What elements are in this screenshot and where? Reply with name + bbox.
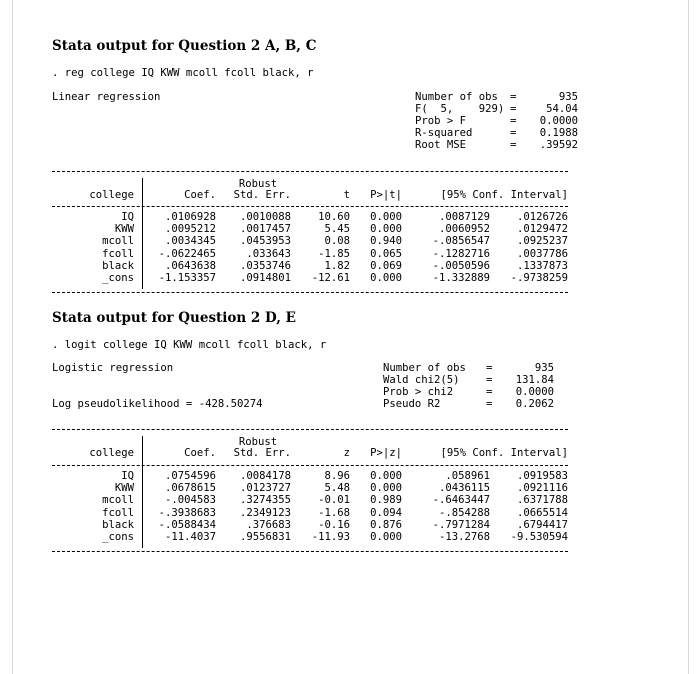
cell-hi: .0925237 (516, 235, 568, 248)
stat-value: 54.04 (546, 103, 578, 115)
ci-header: [95% Conf. Interval] (440, 189, 568, 201)
cell-lo: -1.332889 (432, 272, 490, 284)
cell-se: .033643 (246, 247, 291, 260)
cell-p: 0.065 (370, 247, 402, 260)
cell-lo: .058961 (445, 470, 490, 482)
table-rule (52, 429, 568, 430)
cell-p: 0.989 (370, 494, 402, 507)
cell-hi: .0129472 (516, 223, 568, 236)
cell-stat: -12.61 (311, 272, 350, 284)
stat-value: 0.0000 (539, 115, 578, 127)
variable-name: fcoll (102, 247, 134, 260)
stat-label: Number of obs (383, 362, 466, 374)
cell-stat: 1.82 (324, 259, 350, 272)
cell-p: 0.000 (370, 531, 402, 543)
cell-stat: 8.96 (324, 470, 350, 482)
cell-coef: -.3938683 (158, 506, 216, 519)
stat-equals: = (486, 398, 493, 410)
stat-equals: = (510, 127, 517, 139)
stat-label: Root MSE (415, 139, 467, 151)
cell-p: 0.069 (370, 259, 402, 272)
column-separator (142, 436, 143, 468)
cell-lo: .0436115 (438, 482, 490, 495)
table-rule (52, 551, 568, 552)
variable-name: _cons (102, 272, 134, 284)
variable-name: mcoll (102, 494, 134, 507)
cell-coef: -11.4037 (164, 531, 216, 543)
cell-coef: .0754596 (164, 470, 216, 482)
stat-value: 935 (534, 362, 554, 374)
cell-lo: -.0050596 (432, 259, 490, 272)
variable-name: black (102, 259, 134, 272)
variable-name: KWW (114, 482, 134, 495)
cell-stat: -1.68 (318, 506, 350, 519)
stat-label: Prob > chi2 (383, 386, 454, 398)
cell-hi: .0921116 (516, 482, 568, 495)
cell-stat: 5.48 (324, 482, 350, 495)
cell-se: .0453953 (239, 235, 291, 248)
stat-label: Number of obs (415, 91, 498, 103)
stat-value: 0.2062 (515, 398, 554, 410)
cell-p: 0.000 (370, 211, 402, 223)
stat-equals: = (486, 386, 493, 398)
cell-p: 0.094 (370, 506, 402, 519)
stat-label: Prob > F (415, 115, 467, 127)
table-rule (52, 171, 568, 172)
variable-name: fcoll (102, 506, 134, 519)
cell-stat: -0.01 (318, 494, 350, 507)
pvalue-header: P>|z| (370, 447, 402, 459)
stat-value: 0.0000 (515, 386, 554, 398)
se-header: Std. Err. (233, 189, 291, 201)
cell-stat: 0.08 (324, 235, 350, 248)
stat-equals: = (510, 103, 517, 115)
cell-coef: -1.153357 (158, 272, 216, 284)
cell-se: .0084178 (239, 470, 291, 482)
cell-coef: .0643638 (164, 259, 216, 272)
stat-value: 935 (558, 91, 578, 103)
cell-hi: .0126726 (516, 211, 568, 223)
variable-name: KWW (114, 223, 134, 236)
cell-se: .0353746 (239, 259, 291, 272)
coef-header: Coef. (184, 447, 216, 459)
section1-heading: Stata output for Question 2 A, B, C (52, 38, 317, 54)
cell-coef: -.004583 (164, 494, 216, 507)
cell-hi: .6794417 (516, 518, 568, 531)
cell-stat: 10.60 (318, 211, 350, 223)
section2-loglik: Log pseudolikelihood = -428.50274 (52, 398, 263, 410)
cell-hi: .6371788 (516, 494, 568, 507)
cell-lo: -.0856547 (432, 235, 490, 248)
section2-model-title: Logistic regression (52, 362, 174, 374)
pvalue-header: P>|t| (370, 189, 402, 201)
cell-coef: -.0588434 (158, 518, 216, 531)
variable-name: IQ (121, 211, 134, 223)
variable-name: IQ (121, 470, 134, 482)
section1-model-title: Linear regression (52, 91, 161, 103)
cell-p: 0.940 (370, 235, 402, 248)
cell-se: .0123727 (239, 482, 291, 495)
stat-equals: = (510, 91, 517, 103)
cell-hi: .1337873 (516, 259, 568, 272)
cell-coef: .0034345 (164, 235, 216, 248)
cell-p: 0.000 (370, 482, 402, 495)
column-separator (142, 468, 143, 548)
cell-hi: .0665514 (516, 506, 568, 519)
cell-lo: .0087129 (438, 211, 490, 223)
section2-heading: Stata output for Question 2 D, E (52, 310, 296, 326)
cell-hi: .0037786 (516, 247, 568, 260)
variable-name: mcoll (102, 235, 134, 248)
table-rule (52, 465, 568, 466)
cell-hi: -9.530594 (510, 531, 568, 543)
cell-lo: .0060952 (438, 223, 490, 236)
cell-p: 0.000 (370, 470, 402, 482)
stat-equals: = (486, 374, 493, 386)
stat-equals: = (510, 139, 517, 151)
stat-label: R-squared (415, 127, 473, 139)
table-rule (52, 292, 568, 293)
ci-header: [95% Conf. Interval] (440, 447, 568, 459)
table-rule (52, 206, 568, 207)
cell-stat: -1.85 (318, 247, 350, 260)
cell-stat: -0.16 (318, 518, 350, 531)
se-header: Std. Err. (233, 447, 291, 459)
cell-se: .0914801 (239, 272, 291, 284)
cell-se: .0017457 (239, 223, 291, 236)
stat-header: z (343, 447, 350, 459)
cell-se: .3274355 (239, 494, 291, 507)
cell-lo: -.1282716 (432, 247, 490, 260)
cell-se: .9556831 (239, 531, 291, 543)
variable-name: _cons (102, 531, 134, 543)
stat-equals: = (510, 115, 517, 127)
cell-stat: 5.45 (324, 223, 350, 236)
section1-command: . reg college IQ KWW mcoll fcoll black, r (52, 67, 314, 79)
stat-header: t (343, 189, 350, 201)
cell-hi: .0919583 (516, 470, 568, 482)
cell-p: 0.000 (370, 272, 402, 284)
stat-value: .39592 (539, 139, 578, 151)
depvar-header: college (89, 447, 134, 459)
robust-label: Robust (238, 436, 278, 448)
cell-coef: .0678615 (164, 482, 216, 495)
section2-command: . logit college IQ KWW mcoll fcoll black, r (52, 339, 327, 351)
cell-se: .2349123 (239, 506, 291, 519)
cell-p: 0.876 (370, 518, 402, 531)
cell-coef: -.0622465 (158, 247, 216, 260)
stat-label: Wald chi2(5) (383, 374, 460, 386)
coef-header: Coef. (184, 189, 216, 201)
stat-label: F( 5, 929) (415, 103, 505, 115)
cell-lo: -.7971284 (432, 518, 490, 531)
depvar-header: college (89, 189, 134, 201)
variable-name: black (102, 518, 134, 531)
cell-se: .376683 (246, 518, 291, 531)
cell-p: 0.000 (370, 223, 402, 236)
cell-lo: -13.2768 (438, 531, 490, 543)
cell-coef: .0095212 (164, 223, 216, 236)
stat-value: 131.84 (515, 374, 554, 386)
column-separator (142, 209, 143, 289)
cell-hi: -.9738259 (510, 272, 568, 284)
column-separator (142, 178, 143, 210)
cell-lo: -.6463447 (432, 494, 490, 507)
cell-stat: -11.93 (311, 531, 350, 543)
cell-lo: -.854288 (438, 506, 490, 519)
stat-equals: = (486, 362, 493, 374)
stat-label: Pseudo R2 (383, 398, 441, 410)
cell-se: .0010088 (239, 211, 291, 223)
stat-value: 0.1988 (539, 127, 578, 139)
robust-label: Robust (238, 178, 278, 190)
cell-coef: .0106928 (164, 211, 216, 223)
